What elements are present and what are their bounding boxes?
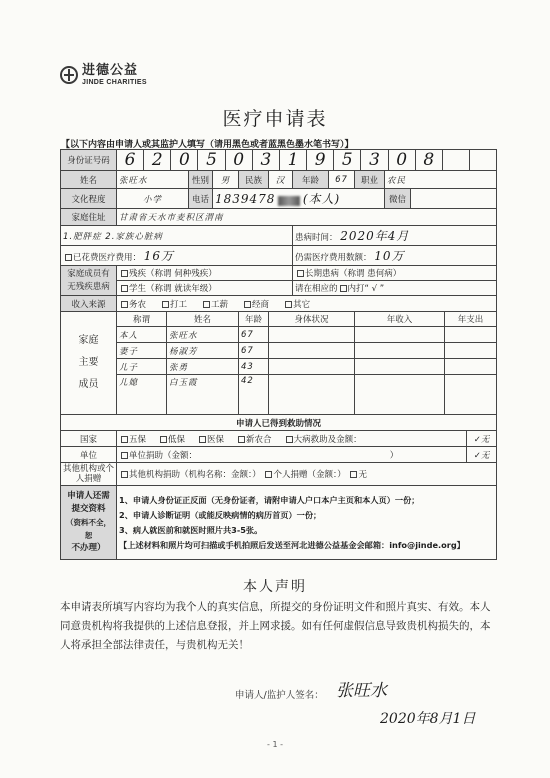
materials-label-4: 不办理） (71, 543, 106, 553)
member-relation[interactable]: 妻子 (117, 343, 167, 359)
signature-date[interactable]: 2020年8月1日 (380, 711, 476, 727)
unit-aid-none-cell[interactable]: ✓无 (467, 447, 497, 463)
state-aid-none: 无 (480, 434, 490, 445)
state-aid-option-label: 医保 (207, 434, 225, 445)
materials-label-1: 申请人还需 (67, 491, 110, 501)
org-donation-checkbox[interactable] (121, 471, 128, 478)
materials-label-3: （资料不全，恕 (66, 518, 111, 540)
member-income[interactable] (355, 375, 445, 415)
org-name-cn: 进德公益 (82, 63, 139, 78)
sex-value[interactable]: 男 (213, 171, 239, 189)
personal-donation-label: 个人捐赠（金额：） (273, 470, 346, 480)
check-hint-label: 请在相应的 (295, 284, 338, 294)
id-number-field[interactable] (117, 150, 497, 171)
family-members-label (61, 312, 117, 415)
education-value[interactable]: 小学 (117, 189, 189, 209)
col-relation: 称谓 (117, 312, 167, 327)
education-label: 文化程度 (61, 189, 117, 209)
state-aid-label: 国家 (61, 431, 117, 447)
material-item-email: 【上述材料和照片均可扫描或手机拍照后发送至河北进德公益基金会邮箱：info@jinde.org】 (119, 539, 465, 550)
wechat-label: 微信 (385, 189, 411, 209)
disability-option-label: 残疾（称谓 伺种残疾） (129, 269, 217, 279)
phone-label: 电话 (189, 189, 213, 209)
member-relation[interactable]: 儿媳 (117, 375, 167, 415)
id-digit (470, 150, 496, 170)
member-name[interactable]: 白玉霞 (167, 375, 239, 415)
state-aid-checkbox[interactable] (286, 436, 293, 443)
other-aid-label-1: 其他机构或个 (63, 464, 115, 474)
job-value[interactable]: 农民 (385, 171, 497, 189)
member-income[interactable] (355, 327, 445, 343)
member-expense[interactable] (445, 343, 497, 359)
address-label: 家庭住址 (61, 209, 117, 226)
ethnic-value[interactable]: 汉 (269, 171, 293, 189)
check-hint-suffix: 内打“ √ ” (347, 284, 385, 294)
income-option-label: 务农 (129, 299, 147, 310)
material-item: 2、申请人诊断证明（或能反映病情的病历首页）一份； (119, 509, 322, 520)
unit-aid-label: 单位 (61, 447, 117, 463)
disease-time-label: 患病时间： (295, 233, 338, 243)
personal-donation-checkbox[interactable] (265, 471, 272, 478)
spent-checkbox[interactable] (65, 254, 72, 261)
check-hint (293, 281, 497, 296)
state-aid-none-cell[interactable]: ✓无 (467, 431, 497, 447)
member-income[interactable] (355, 359, 445, 375)
id-digit: 0 (171, 150, 198, 170)
materials-label-2: 提交资料 (71, 504, 106, 514)
signature[interactable]: 张旺水 (336, 681, 387, 701)
signature-label: 申请人/监护人签名： (235, 690, 324, 701)
chronic-option[interactable] (293, 266, 497, 281)
member-health[interactable] (269, 327, 355, 343)
income-checkbox[interactable] (121, 301, 128, 308)
application-table (60, 149, 497, 560)
table-row (61, 359, 497, 375)
member-age[interactable]: 43 (239, 359, 269, 375)
member-income[interactable] (355, 343, 445, 359)
chronic-checkbox[interactable] (297, 270, 304, 277)
member-relation[interactable]: 本人 (117, 327, 167, 343)
redacted-digits (278, 196, 300, 206)
member-age[interactable]: 67 (239, 343, 269, 359)
disability-checkbox[interactable] (121, 270, 128, 277)
id-digit: 5 (334, 150, 361, 170)
id-digit: 1 (280, 150, 307, 170)
id-digit: 0 (226, 150, 253, 170)
material-item: 3、病人就医前和就医时照片共3-5张。 (119, 524, 263, 535)
col-age: 年龄 (239, 312, 269, 327)
income-option-label: 经商 (252, 299, 270, 310)
id-label: 身份证号码 (61, 150, 117, 171)
col-income: 年收入 (355, 312, 445, 327)
state-aid-checkbox[interactable] (238, 436, 245, 443)
col-expense: 年支出 (445, 312, 497, 327)
family-disability-label (61, 266, 117, 296)
member-age[interactable]: 67 (239, 327, 269, 343)
org-logo (60, 64, 147, 86)
fill-instruction: 【以下内容由申请人或其监护人填写（请用黑色或者蓝黑色墨水笔书写）】 (61, 140, 354, 150)
id-digit: 0 (389, 150, 416, 170)
unit-aid-option[interactable] (117, 447, 467, 463)
ethnic-label: 民族 (239, 171, 269, 189)
table-row (61, 343, 497, 359)
disease-time-cell (293, 226, 497, 246)
spent-label: 已花费医疗费用： (73, 253, 142, 263)
income-option-label: 工薪 (211, 299, 229, 310)
table-row (61, 375, 497, 415)
student-option-label: 学生（称谓 就读年级） (129, 284, 217, 294)
hint-box (340, 285, 347, 292)
job-label: 职业 (355, 171, 385, 189)
phone-note: (本人) (302, 192, 341, 206)
org-donation-label: 其他机构捐助（机构名称：金额：） (129, 470, 261, 480)
state-aid-checkbox[interactable] (121, 436, 128, 443)
state-aid-checkbox[interactable] (160, 436, 167, 443)
member-health[interactable] (269, 359, 355, 375)
member-age[interactable]: 42 (239, 375, 269, 415)
materials-label (61, 486, 117, 560)
page-title: 医疗申请表 (222, 108, 328, 130)
id-digit: 8 (416, 150, 443, 170)
disease-value[interactable]: 1.肥胖症 2.家族心脏病 (61, 226, 293, 246)
family-label-3: 成员 (78, 379, 99, 390)
id-digit: 6 (117, 150, 144, 170)
no-donation-checkbox[interactable] (350, 471, 357, 478)
declaration-title: 本人声明 (243, 579, 307, 595)
spent-cost-cell (61, 246, 293, 266)
unit-aid-close: ） (389, 450, 399, 461)
unit-aid-checkbox[interactable] (121, 452, 128, 459)
family-disability-label-2: 无残疾患病 (67, 281, 110, 292)
income-option-label: 其它 (293, 299, 311, 310)
member-name[interactable]: 张旺水 (167, 327, 239, 343)
jinde-logo-icon (60, 66, 78, 84)
age-label: 年龄 (293, 171, 329, 189)
id-digit: 5 (198, 150, 225, 170)
income-label: 收入来源 (61, 296, 117, 312)
member-expense[interactable] (445, 359, 497, 375)
other-aid-options (117, 463, 497, 486)
declaration-body: 本申请表所填写内容均为我个人的真实信息，所提交的身份证明文件和照片真实、有效。本人同意贵机构将我提供的上述信息登报，并上网求援。如有任何虚假信息导致贵机构损失的，本人将承担全部法律责任，与贵机构无关！ (60, 601, 491, 651)
phone-number: 1839478 (215, 192, 276, 206)
member-health[interactable] (269, 375, 355, 415)
income-option-label: 打工 (170, 299, 188, 310)
member-name[interactable]: 张勇 (167, 359, 239, 375)
disability-option[interactable] (117, 266, 293, 281)
unit-aid-none: 无 (480, 450, 490, 461)
income-checkbox[interactable] (162, 301, 169, 308)
other-aid-label (61, 463, 117, 486)
state-aid-option-label: 大病救助及金额： (293, 434, 362, 445)
other-aid-label-2: 人捐赠 (75, 474, 102, 484)
id-digit (443, 150, 470, 170)
page-number: - 1 - (267, 740, 283, 749)
need-cost-cell (293, 246, 497, 266)
student-option[interactable] (117, 281, 293, 296)
family-disability-label-1: 家庭成员有 (67, 268, 110, 279)
no-donation-label: 无 (358, 470, 367, 480)
member-expense[interactable] (445, 327, 497, 343)
state-aid-option-label: 低保 (168, 434, 186, 445)
member-health[interactable] (269, 343, 355, 359)
age-value[interactable]: 67 (329, 171, 355, 189)
income-checkbox[interactable] (203, 301, 210, 308)
member-expense[interactable] (445, 375, 497, 415)
aid-section-title: 申请人已得到救助情况 (61, 415, 497, 431)
chronic-option-label: 长期患病（称谓 患何病） (305, 269, 402, 279)
unit-aid-option-label: 单位捐助（金额： (129, 450, 198, 461)
income-checkbox[interactable] (285, 301, 292, 308)
org-name-en: JINDE CHARITIES (82, 79, 147, 86)
state-aid-option-label: 五保 (129, 434, 147, 445)
need-value[interactable]: 10万 (374, 249, 405, 263)
family-label-1: 家庭 (78, 335, 99, 346)
name-value[interactable]: 张旺水 (117, 171, 189, 189)
state-aid-options (117, 431, 467, 447)
spent-value[interactable]: 16万 (143, 249, 174, 263)
student-checkbox[interactable] (121, 285, 128, 292)
member-relation[interactable]: 儿子 (117, 359, 167, 375)
phone-value[interactable] (213, 189, 385, 209)
address-value[interactable]: 甘肃省天水市麦积区渭南 (117, 209, 497, 226)
name-label: 姓名 (61, 171, 117, 189)
state-aid-checkbox[interactable] (199, 436, 206, 443)
col-name: 姓名 (167, 312, 239, 327)
col-health: 身体状况 (269, 312, 355, 327)
materials-list (117, 486, 497, 560)
state-aid-option-label: 新农合 (246, 434, 272, 445)
family-label-2: 主要 (78, 357, 99, 368)
id-digit: 9 (307, 150, 334, 170)
need-label: 仍需医疗费用数额： (295, 253, 372, 263)
income-checkbox[interactable] (244, 301, 251, 308)
material-item: 1、申请人身份证正反面（无身份证者，请附申请人户口本户主页和本人页）一份； (119, 494, 420, 505)
income-options (117, 296, 497, 312)
disease-time-value[interactable]: 2020年4月 (340, 229, 410, 243)
wechat-value[interactable] (411, 189, 497, 209)
id-digit: 3 (253, 150, 280, 170)
sex-label: 性别 (189, 171, 213, 189)
id-digit: 3 (361, 150, 388, 170)
member-name[interactable]: 杨淑芳 (167, 343, 239, 359)
table-row (61, 327, 497, 343)
id-digit: 2 (144, 150, 171, 170)
